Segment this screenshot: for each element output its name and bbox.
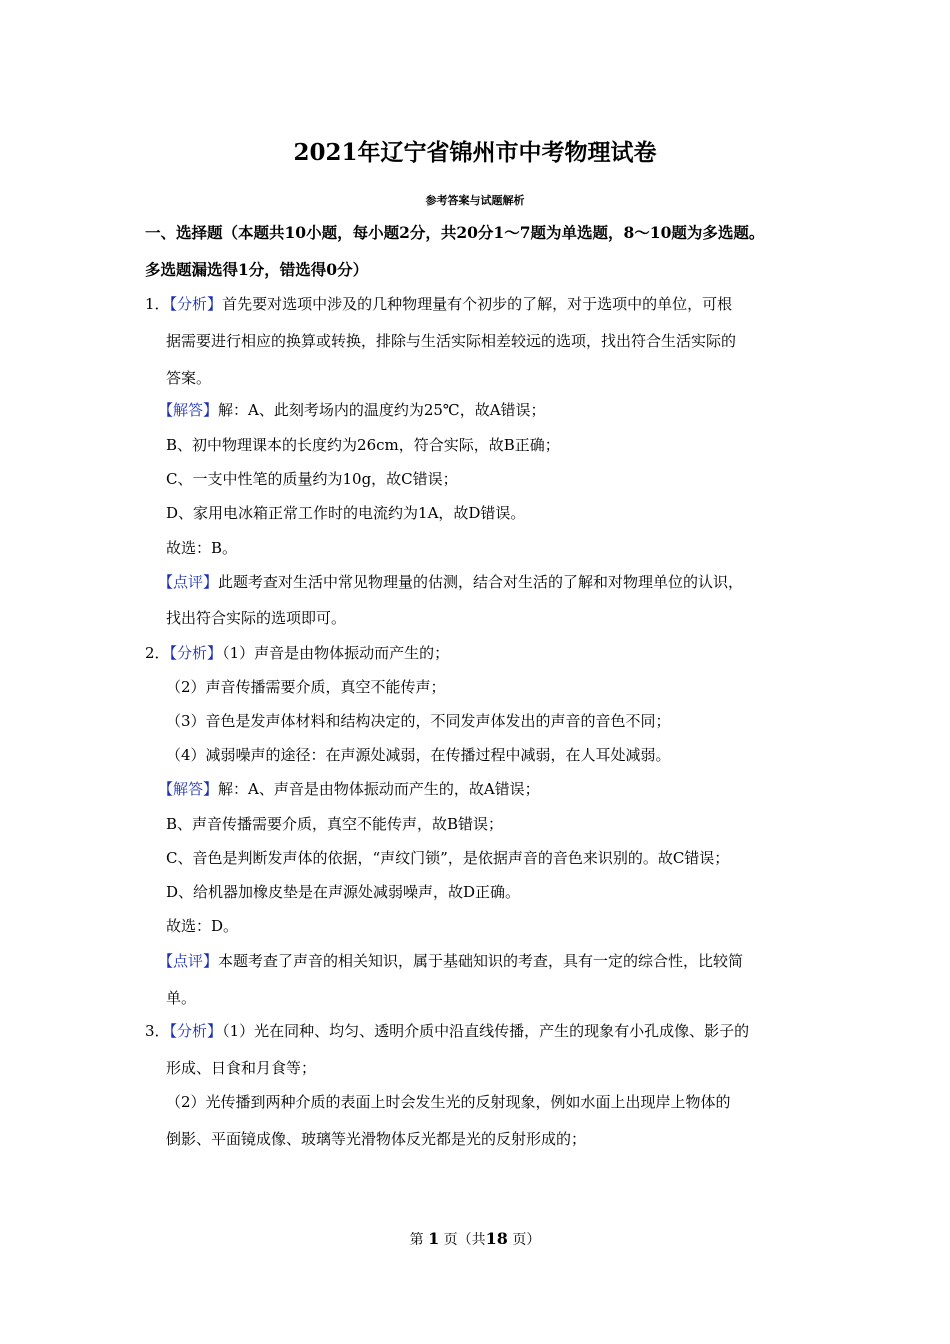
question-3-analysis-line-4: 倒影、平面镜成像、玻璃等光滑物体反光都是光的反射形成的； — [166, 1130, 587, 1148]
question-2-analysis-line-1 — [145, 642, 449, 663]
footer-suffix: 页） — [512, 1232, 541, 1248]
question-2-answer-line-4: D、给机器加橡皮垫是在声源处减弱噪声，故D正确。 — [166, 883, 521, 901]
page-subtitle: 参考答案与试题解析 — [425, 194, 525, 207]
question-1-answer-line-3: C、一支中性笔的质量约为10g，故C错误； — [166, 470, 458, 488]
question-2-answer-line-1 — [158, 778, 540, 799]
question-1-review-line-2: 找出符合实际的选项即可。 — [166, 609, 347, 627]
question-1-answer-line-4: D、家用电冰箱正常工作时的电流约为1A，故D错误。 — [166, 504, 526, 522]
question-1-analysis-line-2: 据需要进行相应的换算或转换，排除与生活实际相差较远的选项，找出符合生活实际的 — [166, 332, 737, 350]
question-3-analysis-line-1 — [145, 1020, 749, 1041]
footer-prefix: 第 — [409, 1232, 424, 1248]
review-text: 本题考查了声音的相关知识，属于基础知识的考查，具有一定的综合性，比较简 — [218, 952, 744, 970]
question-2-analysis-line-2: （2）声音传播需要介质，真空不能传声； — [166, 678, 446, 696]
question-2-review-line-2: 单。 — [166, 989, 197, 1007]
question-2-answer-line-2: B、声音传播需要介质，真空不能传声，故B错误； — [166, 815, 504, 833]
analysis-tag: 【分析】 — [169, 295, 223, 313]
question-1-answer-line-1 — [158, 399, 546, 420]
question-2-answer-line-3: C、音色是判断发声体的依据，“声纹门锁”，是依据声音的音色来识别的。故C错误； — [166, 849, 730, 867]
footer-total-pages: 18 — [485, 1229, 508, 1248]
page-title: 2021年辽宁省锦州市中考物理试卷 — [293, 139, 657, 166]
question-2-analysis-line-4: （4）减弱噪声的途径：在声源处减弱，在传播过程中减弱，在人耳处减弱。 — [166, 746, 671, 764]
question-1-analysis-line-1 — [145, 293, 732, 314]
question-number: 2． — [145, 644, 170, 662]
review-text: 此题考查对生活中常见物理量的估测，结合对生活的了解和对物理单位的认识， — [218, 573, 744, 591]
question-3-analysis-line-3: （2）光传播到两种介质的表面上时会发生光的反射现象，例如水面上出现岸上物体的 — [166, 1093, 731, 1111]
question-1-choice: 故选：B。 — [166, 539, 238, 557]
footer-page-number: 1 — [428, 1229, 440, 1248]
review-tag: 【点评】 — [158, 952, 219, 970]
footer-middle: 页（共 — [443, 1232, 486, 1248]
question-2-review-line-1 — [158, 950, 743, 971]
question-1-answer-line-2: B、初中物理课本的长度约为26cm，符合实际，故B正确； — [166, 436, 560, 454]
review-tag: 【点评】 — [158, 573, 219, 591]
section-heading-line-1: 一、选择题（本题共10小题，每小题2分，共20分1～7题为单选题，8～10题为多选题。 — [145, 223, 765, 242]
question-number: 3． — [145, 1022, 170, 1040]
page-footer — [0, 1229, 950, 1249]
question-3-analysis-line-2: 形成、日食和月食等； — [166, 1059, 317, 1077]
answer-text: 解：A、此刻考场内的温度约为25℃，故A错误； — [218, 401, 546, 419]
question-1-review-line-1 — [158, 571, 743, 592]
analysis-text: （1）声音是由物体振动而产生的； — [222, 644, 450, 662]
analysis-tag: 【分析】 — [169, 1022, 223, 1040]
question-2-choice: 故选：D。 — [166, 917, 239, 935]
question-1-analysis-line-3: 答案。 — [166, 369, 212, 387]
question-2-analysis-line-3: （3）音色是发声体材料和结构决定的，不同发声体发出的声音的音色不同； — [166, 712, 671, 730]
answer-tag: 【解答】 — [158, 780, 219, 798]
answer-text: 解：A、声音是由物体振动而产生的，故A错误； — [218, 780, 540, 798]
analysis-text: 首先要对选项中涉及的几种物理量有个初步的了解，对于选项中的单位，可根 — [222, 295, 733, 313]
section-heading-line-2: 多选题漏选得1分，错选得0分） — [145, 260, 369, 279]
analysis-text: （1）光在同种、均匀、透明介质中沿直线传播，产生的现象有小孔成像、影子的 — [222, 1022, 750, 1040]
question-number: 1． — [145, 295, 170, 313]
analysis-tag: 【分析】 — [169, 644, 223, 662]
answer-tag: 【解答】 — [158, 401, 219, 419]
